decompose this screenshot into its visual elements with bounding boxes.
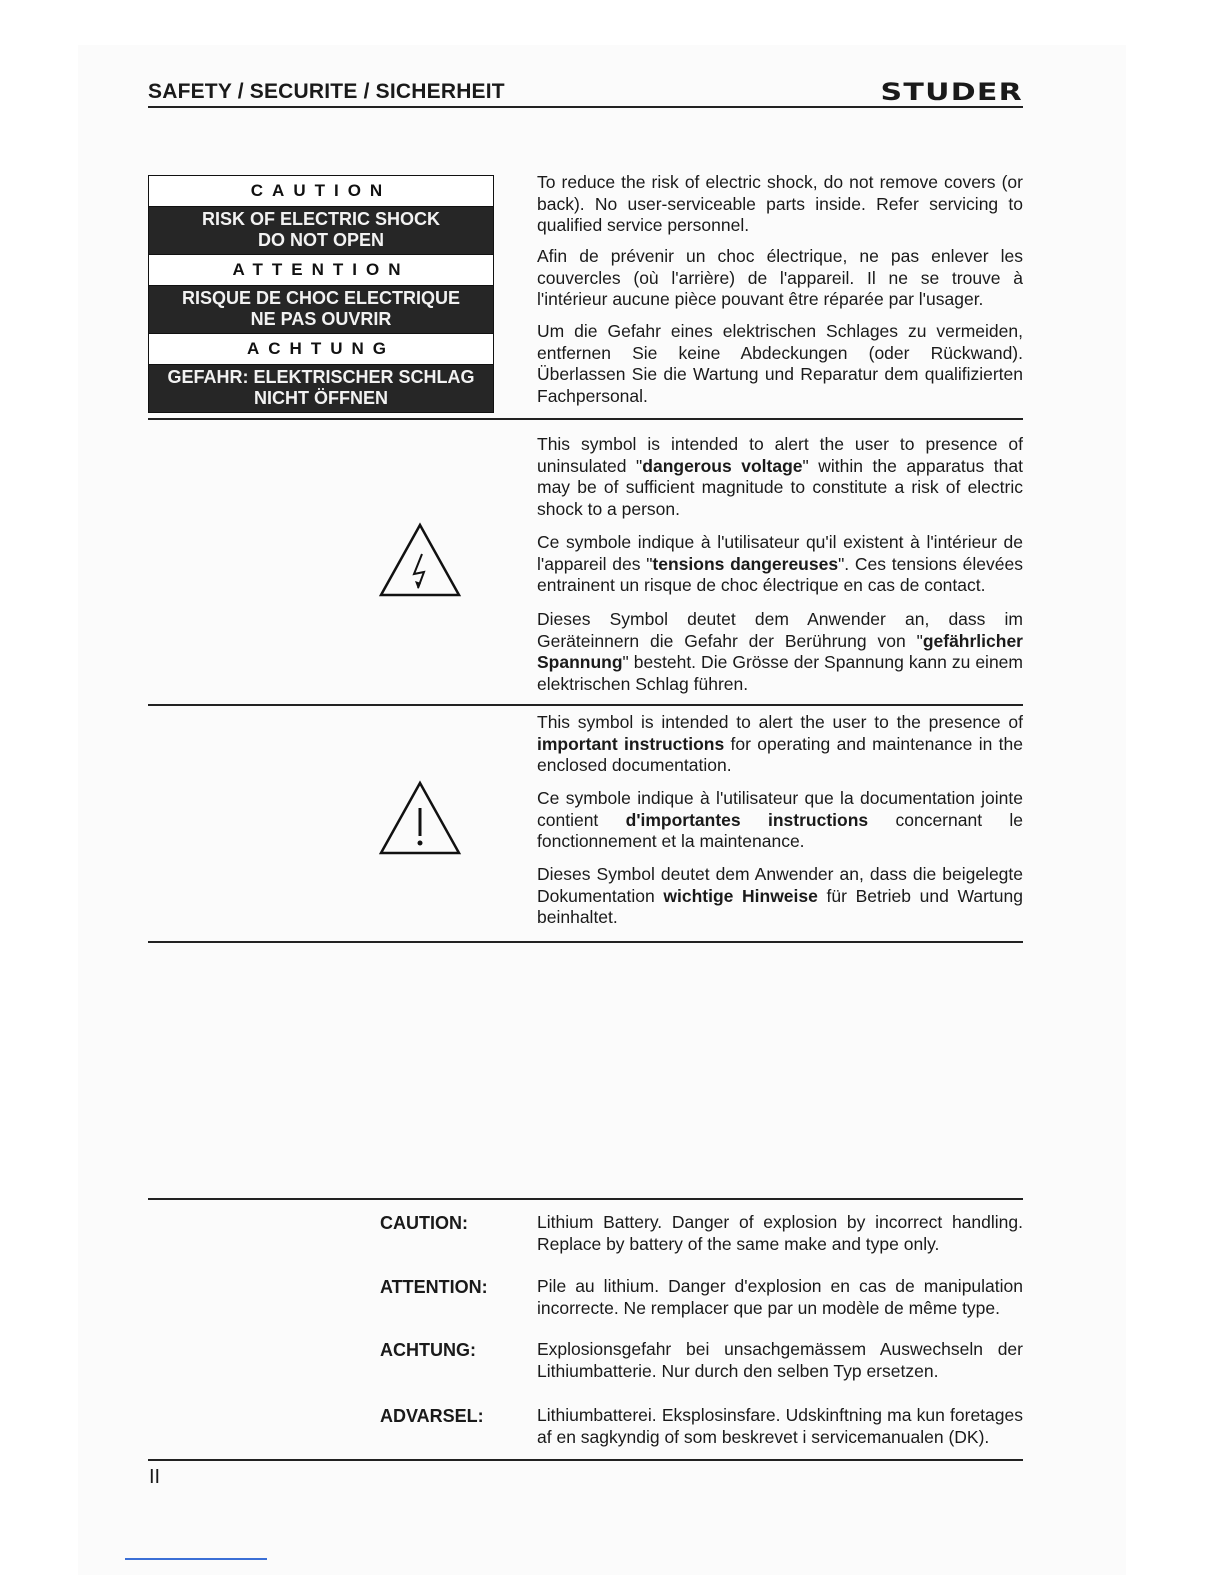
section-divider <box>148 418 1023 420</box>
voltage-text-de: Dieses Symbol deutet dem Anwender an, dass im Geräteinnern die Gefahr der Berührung von "gefährlicher Spannung" besteht. Die Grösse der Spannung kann zu einem elektrischen Schlag führen. <box>537 609 1023 694</box>
achtung-text-line-2: NICHT ÖFFNEN <box>254 388 388 408</box>
page-title: SAFETY / SECURITE / SICHERHEIT <box>148 80 505 103</box>
battery-label-caution: CAUTION: <box>380 1213 468 1233</box>
attention-heading: ATTENTION <box>149 255 493 286</box>
header-divider <box>148 106 1023 108</box>
footer-divider <box>148 1459 1023 1461</box>
shock-text-en: To reduce the risk of electric shock, do not remove covers (or back). No user-serviceable parts inside. Refer servicing to qualified service personnel. <box>537 172 1023 236</box>
achtung-heading: ACHTUNG <box>149 334 493 365</box>
shock-text-de: Um die Gefahr eines elektrischen Schlages zu vermeiden, entfernen Sie keine Abdeckungen (oder Rückwand). Überlassen Sie die Wartung und Reparatur dem qualifizierten Fachpersonal. <box>537 321 1023 406</box>
battery-text-caution: Lithium Battery. Danger of explosion by incorrect handling. Replace by battery of the same make and type only. <box>537 1212 1023 1254</box>
exclamation-warning-icon <box>378 780 462 856</box>
caution-text <box>149 207 493 255</box>
shock-text-fr: Afin de prévenir un choc électrique, ne pas enlever les couvercles (où l'arrière) de l'appareil. Il ne se trouve à l'intérieur aucune pièce pouvant être réparée par l'usager. <box>537 246 1023 310</box>
brand-logo: STUDER <box>880 78 1023 106</box>
footer-rule <box>125 1558 267 1560</box>
caution-heading: CAUTION <box>149 176 493 207</box>
achtung-text-line-1: GEFAHR: ELEKTRISCHER SCHLAG <box>167 367 475 387</box>
instructions-text-fr: Ce symbole indique à l'utilisateur que la documentation jointe contient d'importantes instructions concernant le fonctionnement et la maintenance. <box>537 788 1024 852</box>
section-divider <box>148 1198 1023 1200</box>
attention-text-line-1: RISQUE DE CHOC ELECTRIQUE <box>181 288 461 308</box>
section-divider <box>148 941 1023 943</box>
caution-text-line-2: DO NOT OPEN <box>257 230 384 250</box>
caution-text-line-1: RISK OF ELECTRIC SHOCK <box>201 209 440 229</box>
voltage-text-fr: Ce symbole indique à l'utilisateur qu'il existent à l'intérieur de l'appareil des "tensions dangereuses". Ces tensions élevées entrainent un risque de choc électrique en cas de contact. <box>537 532 1023 596</box>
battery-label-achtung: ACHTUNG: <box>380 1340 476 1360</box>
attention-text-line-2: NE PAS OUVRIR <box>250 309 392 329</box>
warning-label <box>148 175 494 413</box>
attention-text <box>149 286 493 334</box>
voltage-text-en: This symbol is intended to alert the user to presence of uninsulated "dangerous voltage" within the apparatus that may be of sufficient magnitude to constitute a risk of electric shock to a person. <box>537 434 1023 519</box>
battery-text-advarsel: Lithiumbatterei. Eksplosinsfare. Udskinftning ma kun foretages af en sagkyndig of som beskrevet i servicemanualen (DK). <box>537 1405 1023 1447</box>
section-divider <box>148 704 1023 706</box>
instructions-text-en: This symbol is intended to alert the user to the presence of important instructions for operating and maintenance in the enclosed documentation. <box>537 712 1024 776</box>
battery-label-attention: ATTENTION: <box>380 1277 488 1297</box>
instructions-text-de: Dieses Symbol deutet dem Anwender an, dass die beigelegte Dokumentation wichtige Hinweise für Betrieb und Wartung beinhaltet. <box>537 864 1023 928</box>
achtung-text <box>149 365 493 412</box>
battery-label-advarsel: ADVARSEL: <box>380 1406 484 1426</box>
battery-text-achtung: Explosionsgefahr bei unsachgemässem Auswechseln der Lithiumbatterie. Nur durch den selben Typ ersetzen. <box>537 1339 1023 1381</box>
page-number: II <box>149 1466 161 1488</box>
lightning-warning-icon <box>378 522 462 598</box>
battery-text-attention: Pile au lithium. Danger d'explosion en cas de manipulation incorrecte. Ne remplacer que par un modèle de même type. <box>537 1276 1023 1318</box>
